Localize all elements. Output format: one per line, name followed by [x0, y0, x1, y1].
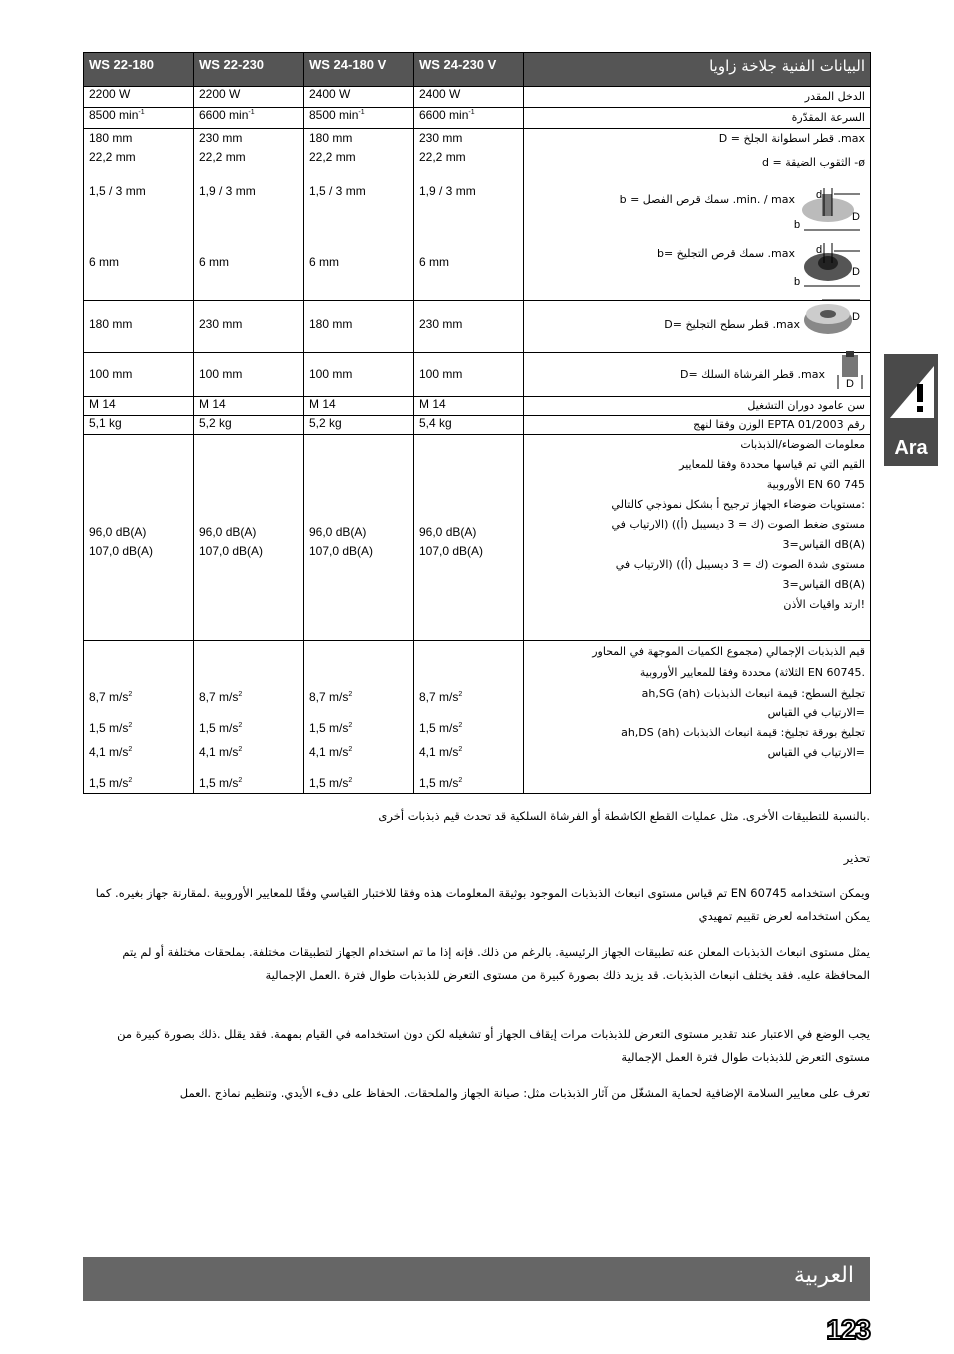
page-number: 123 [826, 1314, 870, 1345]
warning-heading: تحذير [843, 851, 870, 865]
cell: 2200 W [84, 87, 194, 108]
cell: 180 mm 22,2 mm 1,5 / 3 mm 6 mm [84, 129, 194, 301]
cell: 230 mm 22,2 mm 1,9 / 3 mm 6 mm [194, 129, 304, 301]
row-label: الدخل المقدر [524, 87, 871, 108]
cell: 100 mm [414, 353, 524, 397]
cell: 6600 $\min^{-1}$ [194, 108, 304, 129]
svg-text:D: D [846, 378, 854, 390]
svg-text:D: D [852, 211, 860, 223]
svg-text:d: d [816, 244, 823, 256]
paragraph: يجب الوضع في الاعتبار عند تقدير مستوى التعرض للذبذبات مرات إيقاف الجهاز أو تشغيله لكن دون استخدامه في القيام بمهمة. فقد يقلل .ذلك بصورة كبيرة من مستوى التعرض للذبذبات طوال فترة العمل الإجمالية [117, 1027, 870, 1064]
row-label: max. قطر الفرشاة السلك =D [524, 353, 871, 397]
cell: 8,7 $m/s^2$ 1,5 $m/s^2$ 4,1 $m/s^2$ 1,5 $m/s^2$ [194, 641, 304, 794]
table-row [84, 416, 871, 435]
model-header: WS 24-180 V [304, 53, 414, 87]
row-label: max. قطر اسطوانة الجلخ = D ø- الثقوب الضيقة = d min. / max. سمك قرص الفصل = b max. سمك قرص التجليخ =b [524, 129, 871, 301]
svg-text:D: D [852, 311, 860, 323]
cell: 6600 $\min^{-1}$ [414, 108, 524, 129]
row-label: max. قطر سطح التجليخ =D [524, 301, 871, 353]
table-row [84, 353, 871, 397]
cell: 2400 W [414, 87, 524, 108]
cell: M 14 [414, 397, 524, 416]
language-tab [884, 354, 938, 466]
paragraph: .بالنسبة للتطبيقات الأخرى. مثل عمليات القطع الكاشطة أو الفرشاة السلكية قد تحدث قيم ذبذبات أخرى [378, 809, 870, 823]
warning-icon [886, 362, 936, 422]
cell: 230 mm [194, 301, 304, 353]
row-label: السرعة المقدّرة [524, 108, 871, 129]
flap-disc-icon [800, 298, 862, 342]
cell: 8500 $\min^{-1}$ [84, 108, 194, 129]
cell: 96,0 dB(A) 107,0 dB(A) [304, 435, 414, 641]
cell: M 14 [194, 397, 304, 416]
vibration-info: قيم الذبذبات الإجمالي (مجموع الكميات الموجهة في المحاور .EN 60745 الثلاثة) محددة وفقا للمعايير الأوروبية تجليخ السطح: قيمة انبعاث الذبذبات (ah) ah,SG =الارتياب في القياس تجليخ بورقة تجليخ: قيمة انبعاث الذبذبات (ah) ah,DS =الارتياب في القياس [524, 641, 871, 794]
cell: 180 mm 22,2 mm 1,5 / 3 mm 6 mm [304, 129, 414, 301]
table-row [84, 641, 871, 794]
cell: 8,7 $m/s^2$ 1,5 $m/s^2$ 4,1 $m/s^2$ 1,5 $m/s^2$ [414, 641, 524, 794]
paragraph: يمثل مستوى انبعاث الذبذبات المعلن عنه تطبيقات الجهاز الرئيسية. بالرغم من ذلك. فإنه إذا ما تم استخدام الجهاز لتطبيقات مختلفة. بملحقات مختلفة أو لم يتم المحافظة عليه. فقد يختلف انبعاث الذبذبات. قد يزيد ذلك بصورة كبيرة من مستوى التعرض للذبذبات طوال فترة .العمل الإجمالية [122, 945, 870, 982]
cell: 5,1 kg [84, 416, 194, 435]
table-row [84, 397, 871, 416]
model-header: WS 22-230 [194, 53, 304, 87]
cutting-disc-icon [794, 188, 862, 234]
language-label: Ara [894, 437, 928, 459]
table-row [84, 435, 871, 641]
vib-val: 8,7 $m/s^2$ [89, 690, 133, 704]
footer-bar [83, 1257, 870, 1301]
grinding-disc-icon [794, 243, 862, 289]
table-row [84, 129, 871, 301]
table-row [84, 87, 871, 108]
cell: 8,7 $m/s^2$ 1,5 $m/s^2$ 4,1 $m/s^2$ 1,5 $m/s^2$ [304, 641, 414, 794]
cell: 100 mm [304, 353, 414, 397]
svg-text:b: b [794, 219, 801, 231]
language-title: العربية [793, 1263, 854, 1288]
paragraph: تعرف على معايير السلامة الإضافية لحماية المشغّل من آثار الذبذبات مثل: صيانة الجهاز والملحقات. الحفاظ على دفء الأيدي. وتنظيم نماذج .العمل [179, 1086, 870, 1100]
svg-text:d: d [816, 189, 823, 201]
wire-brush-icon [836, 351, 864, 391]
cell: 8,7 $m/s^2$ 1,5 $m/s^2$ 4,1 $m/s^2$ 1,5 $m/s^2$ [84, 641, 194, 794]
cell: M 14 [84, 397, 194, 416]
cell: 230 mm 22,2 mm 1,9 / 3 mm 6 mm [414, 129, 524, 301]
table-row [84, 108, 871, 129]
row-label: سن عامود دوران التشغيل [524, 397, 871, 416]
cell: 180 mm [304, 301, 414, 353]
cell: 96,0 dB(A) 107,0 dB(A) [194, 435, 304, 641]
paragraph: ويمكن استخدامه EN 60745 تم قياس مستوى انبعاث الذبذبات الموجود بوثيقة المعلومات هذه وفقا للاختبار القياسي وفقًا للمعايير الأوروبية .لمقارنة جهاز بغيره. كما يمكن استخدامه لعرض تقييم تمهيدي [95, 886, 870, 923]
cell: 96,0 dB(A) 107,0 dB(A) [414, 435, 524, 641]
cell: 100 mm [194, 353, 304, 397]
svg-text:b: b [794, 276, 801, 288]
cell: 230 mm [414, 301, 524, 353]
cell: 5,4 kg [414, 416, 524, 435]
row-label: رقم EPTA 01/2003 الوزن وفقا لنهج [524, 416, 871, 435]
cell: 180 mm [84, 301, 194, 353]
cell: 2200 W [194, 87, 304, 108]
cell: 8500 $\min^{-1}$ [304, 108, 414, 129]
spec-table [83, 52, 871, 794]
cell: 5,2 kg [304, 416, 414, 435]
table-header-row [84, 53, 871, 87]
model-header: WS 22-180 [84, 53, 194, 87]
table-title: البيانات الفنية جلاخة زاويا [524, 53, 871, 87]
svg-text:D: D [852, 266, 860, 278]
cell: M 14 [304, 397, 414, 416]
cell: 100 mm [84, 353, 194, 397]
cell: 96,0 dB(A) 107,0 dB(A) [84, 435, 194, 641]
cell: 5,2 kg [194, 416, 304, 435]
cell: 2400 W [304, 87, 414, 108]
noise-info: معلومات الضوضاء/الذبذبات القيم التي تم قياسها محددة وفقا للمعايير EN 60 745 الأوروبية :مستويات ضوضاء الجهاز ترجيح أ بشكل نموذجي كالتالي مستوى ضغط الصوت (ك = 3 ديسيبل (أ)) (الارتياب في (dB(A القياس=3 مستوى شدة الصوت (ك = 3 ديسيبل (أ)) (الارتياب في (dB(A القياس=3 !ارتد واقيات الأذن [524, 435, 871, 641]
model-header: WS 24-230 V [414, 53, 524, 87]
table-row [84, 301, 871, 353]
